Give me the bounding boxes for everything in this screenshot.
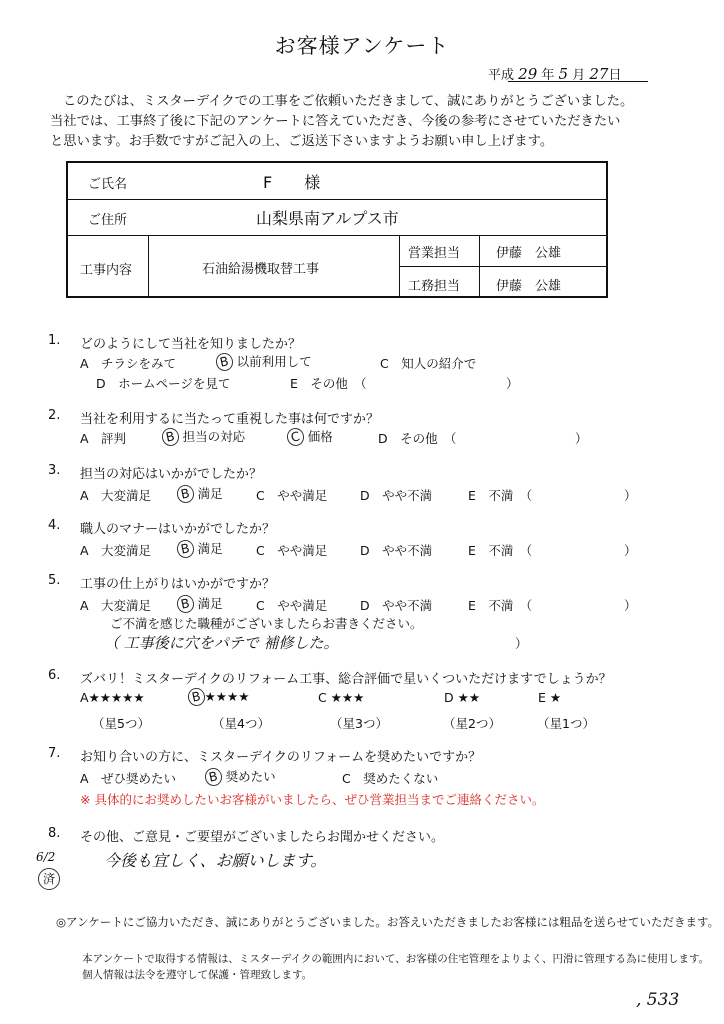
q3-close-paren: ） (624, 488, 637, 503)
q6-option-d-letter: D (444, 690, 454, 705)
q4-option-d: D やや不満 (360, 543, 433, 558)
q6-number: 6. (48, 668, 61, 683)
q5-handwritten-answer: （ 工事後に穴をパテで 補修した。 (104, 634, 339, 652)
date-underline (508, 81, 648, 82)
q6-option-e (538, 690, 561, 705)
page-title: お客様アンケート (274, 34, 450, 58)
q6-option-a-letter: A (80, 690, 89, 705)
q6-option-a-stars: ★★★★★ (88, 690, 145, 705)
q1-option-c: C 知人の紹介で (380, 356, 477, 371)
work-label: 工事内容 (80, 263, 133, 278)
q6-option-d-label: （星2つ） (443, 716, 501, 731)
q4-option-e: E 不満 （ (468, 543, 533, 558)
q4-option-b-circle: B (175, 538, 195, 559)
q5-option-b-circle: B (175, 593, 195, 614)
address-label: ご住所 (88, 213, 128, 228)
q2-option-c (287, 427, 333, 446)
q6-option-c-label: （星3つ） (330, 716, 388, 731)
q8-number: 8. (48, 826, 61, 841)
q3-option-c: C やや満足 (256, 488, 328, 503)
date-day: 27 (589, 65, 609, 83)
q3-option-b-circle: B (175, 483, 195, 504)
q6-option-a (80, 690, 145, 705)
date-month: 5 (558, 65, 569, 83)
date-month-unit: 月 (572, 68, 586, 83)
q5-option-b-label: 満足 (197, 596, 223, 611)
q7-note: ※ 具体的にお奨めしたいお客様がいましたら、ぜひ営業担当までご連絡ください。 (80, 792, 545, 807)
q5-sub-question: ご不満を感じた職種がございましたらお書きください。 (110, 616, 423, 631)
sales-value: 伊藤 公雄 (496, 246, 562, 261)
intro-line: 当社では、工事終了後に下記のアンケートに答えていただき、今後の参考にさせていただきたい (50, 114, 621, 129)
q5-number: 5. (48, 573, 61, 588)
q6-option-e-letter: E (538, 690, 546, 705)
q6-option-b-circle: B (186, 686, 206, 707)
q6-option-d (444, 690, 480, 705)
q2-option-b (162, 427, 245, 446)
q3-option-e: E 不満 （ (468, 488, 533, 503)
page-number: , 533 (636, 990, 680, 1010)
q7-option-b-label: 奨めたい (225, 769, 276, 784)
q3-number: 3. (48, 463, 61, 478)
date-day-unit: 日 (608, 68, 622, 83)
q5-option-b (177, 594, 223, 613)
q2-close-paren: ） (575, 431, 588, 446)
q4-close-paren: ） (624, 543, 637, 558)
privacy-line: 個人情報は法令を遵守して保護・管理致します。 (82, 969, 313, 981)
engineering-value: 伊藤 公雄 (496, 279, 562, 294)
q5-close-paren: ） (624, 598, 637, 613)
q4-option-a: A 大変満足 (80, 543, 152, 558)
q3-option-b (177, 484, 223, 503)
margin-note-mark: 済 (38, 868, 60, 890)
q2-text: 当社を利用するに当たって重視した事は何ですか？ (80, 412, 380, 427)
q2-option-b-circle: B (160, 426, 180, 447)
q1-option-e: E その他 （ (290, 376, 367, 391)
sales-label: 営業担当 (408, 246, 461, 261)
q8-text: その他、ご意見・ご要望がございましたらお聞かせください。 (80, 830, 445, 845)
q4-option-c: C やや満足 (256, 543, 328, 558)
q4-text: 職人のマナーはいかがでしたか？ (80, 522, 276, 537)
q5-option-c: C やや満足 (256, 598, 328, 613)
privacy-line: 本アンケートで取得する情報は、ミスターデイクの範囲内において、お客様の住宅管理をよりよく、円滑に管理する為に使用します。 (82, 953, 710, 965)
q8-handwritten-answer: 今後も宜しく、お願いします。 (104, 851, 327, 870)
q4-option-b (177, 539, 223, 558)
q5-option-d: D やや不満 (360, 598, 433, 613)
date-year-unit: 年 (541, 68, 555, 83)
date-era: 平成 (488, 68, 515, 83)
q6-option-d-stars: ★★ (457, 690, 481, 705)
address-value: 山梨県南アルプス市 (256, 209, 399, 228)
name-value: F 様 (263, 173, 321, 192)
q1-option-d: D ホームページを見て (96, 376, 231, 391)
q6-option-e-stars: ★ (549, 690, 562, 705)
q5-option-a: A 大変満足 (80, 598, 152, 613)
intro-line: このたびは、ミスターデイクでの工事をご依頼いただきまして、誠にありがとうございました。 (63, 94, 634, 109)
q4-number: 4. (48, 518, 61, 533)
q3-option-a: A 大変満足 (80, 488, 152, 503)
q3-text: 担当の対応はいかがでしたか？ (80, 467, 263, 482)
q6-option-b-label: （星4つ） (212, 716, 270, 731)
q2-option-b-label: 担当の対応 (182, 429, 246, 444)
q7-option-c: C 奨めたくない (342, 771, 439, 786)
q3-option-b-label: 満足 (197, 486, 223, 501)
q2-number: 2. (48, 408, 61, 423)
q2-option-d: D その他 （ (378, 431, 457, 446)
q7-option-b (205, 767, 276, 786)
q3-option-d: D やや不満 (360, 488, 433, 503)
q5-text: 工事の仕上がりはいかがですか？ (80, 577, 276, 592)
engineering-label: 工務担当 (408, 279, 461, 294)
work-value: 石油給湯機取替工事 (202, 262, 320, 277)
q6-option-b-stars: ★★★★ (204, 689, 250, 704)
intro-text (50, 92, 690, 152)
name-label: ご氏名 (88, 177, 128, 192)
q1-text: どのようにして当社を知りましたか？ (80, 337, 302, 352)
q2-option-c-label: 価格 (307, 429, 333, 444)
margin-note-date: 6/2 (36, 850, 56, 864)
q2-option-c-circle: C (285, 426, 305, 447)
q6-option-c-letter: C (318, 690, 327, 705)
q6-option-c (318, 690, 364, 705)
customer-info-table (66, 161, 608, 298)
q1-close-paren: ） (506, 376, 519, 391)
q6-option-e-label: （星1つ） (537, 716, 595, 731)
intro-line: と思います。お手数ですがご記入の上、ご返送下さいますようお願い申し上げます。 (50, 134, 554, 149)
q6-option-b (188, 688, 249, 706)
q7-option-a: A ぜひ奨めたい (80, 771, 177, 786)
q7-text: お知り合いの方に、ミスターデイクのリフォームを奨めたいですか？ (80, 750, 482, 765)
q7-number: 7. (48, 746, 61, 761)
q6-option-c-stars: ★★★ (330, 690, 365, 705)
q4-option-b-label: 満足 (197, 541, 223, 556)
q1-option-b-label: 以前利用して (236, 354, 312, 369)
q6-text: ズバリ！ミスターデイクのリフォーム工事、総合評価で星いくついただけますでしょうか？ (80, 672, 612, 687)
thanks-note: ◎アンケートにご協力いただき、誠にありがとうございました。お答えいただきましたお客様には粗品を送らせていただきます。 (56, 915, 720, 929)
q2-option-a: A 評判 (80, 431, 127, 446)
q1-option-a: A チラシをみて (80, 356, 177, 371)
q1-option-b-circle: B (214, 351, 234, 372)
q7-option-b-circle: B (203, 766, 223, 787)
q1-number: 1. (48, 333, 61, 348)
q6-option-a-label: （星5つ） (92, 716, 150, 731)
q5-sub-close-paren: ） (515, 636, 528, 651)
date-year: 29 (518, 65, 538, 83)
q5-option-e: E 不満 （ (468, 598, 533, 613)
q1-option-b (216, 352, 312, 371)
